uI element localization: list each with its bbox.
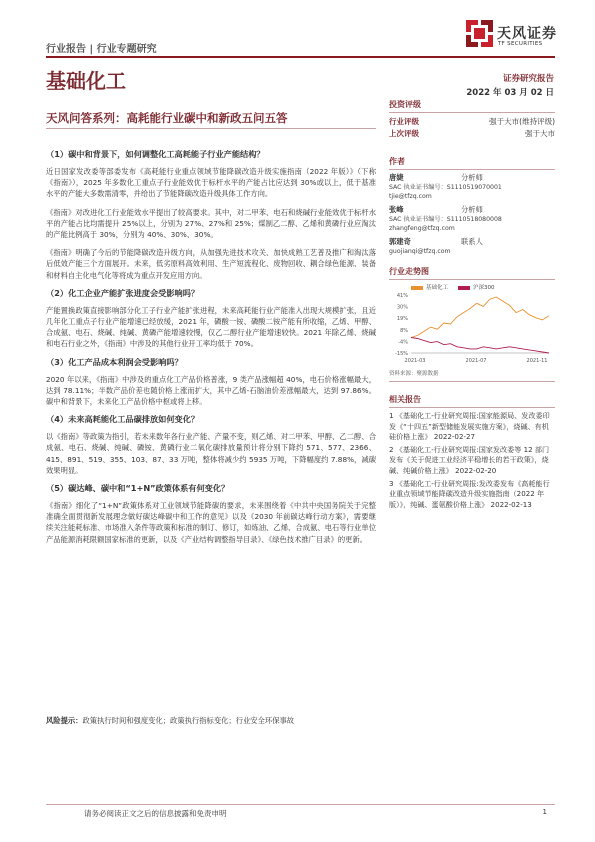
trend-chart (389, 291, 555, 367)
y-tick-label: 19% (396, 316, 408, 323)
report-title: 天风问答系列：高耗能行业碳中和新政五问五答 (46, 111, 288, 125)
risk-warning (46, 715, 376, 726)
y-tick-label: -4% (398, 339, 408, 346)
section-3 (46, 357, 376, 408)
x-tick-label: 2021-11 (526, 358, 548, 364)
legend-label: 沪深300 (473, 285, 495, 291)
paragraph: 《指南》明确了今后的节能降碳改造升级方向，从加强先进技术攻关、加快成熟工艺普及推广和淘汰落后低效产能三个方面展开。未来，低劣原料高效利用、生产短流程化、废物回收、耦合绿色能源、装备和材料自主化电气化等将成为重点开发应用方向。 (46, 248, 376, 280)
related-report-item[interactable]: 1 《基础化工-行业研究周报:国家能源局、发改委印发《“十四五”新型储能发展实施方案》，烧碱、有机硅价格上涨》 2022-02-27 (389, 411, 550, 442)
paragraph: 2020 年以来，《指南》中涉及的重点化工产品价格普涨，9 类产品涨幅超 40%，电石价格涨幅最大，达到 78.11%；半数产品价差也随价格上涨而扩大，其中乙烯-石脑油价差涨幅最大，达到 97.86%。碳中和背景下，未来化工产品价格中枢或将上移。 (46, 374, 376, 407)
footer-divider (46, 804, 555, 805)
paragraph: 产能置换政策直接影响部分化工子行业产能扩张进程，未来高耗能行业产能准入出现大规模扩张，且近几年化工重点子行业产能增速已经放缓，2021 年，磷酸一铵、磷酸二铵产能有所收缩，乙烯、甲醇、合成氨、电石、烧碱、纯碱、黄磷产能增速较慢，仅乙二醇行业产能增速较快。2021 年除乙烯、烧碱和电石行业之外，《指南》中涉及的其他行业开工率均低于 70%。 (46, 305, 376, 349)
author-name: 唐婕 (389, 173, 404, 182)
page-number: 1 (542, 808, 547, 816)
report-category: 行业报告 | 行业专题研究 (46, 44, 157, 55)
trend-block (389, 266, 555, 382)
author (389, 205, 555, 233)
main-content (46, 149, 376, 552)
author-role: 联系人 (461, 237, 483, 246)
section-heading: （2）化工企业产能扩张进度会受影响吗？ (46, 287, 200, 298)
sector-title: 基础化工 (46, 69, 126, 93)
author-role: 分析师 (461, 205, 483, 214)
author-name: 张峰 (389, 205, 404, 214)
y-tick-label: -15% (395, 351, 408, 357)
author (389, 237, 555, 256)
section-2 (46, 288, 376, 350)
y-tick-label: 41% (396, 293, 408, 299)
related-reports (389, 394, 555, 510)
header-divider (46, 56, 555, 58)
section-heading: （1）碳中和背景下，如何调整化工高耗能子行业产能结构？ (46, 149, 265, 159)
paragraph: 以《指南》等政策为指引，若未来数年各行业产能、产量不变，则乙烯、对二甲苯、甲醇、乙二醇、合成氨、电石、烧碱、纯碱、磷铵、黄磷行业二氧化碳排放量预计将分别下降约 571、577、2366、415、891、519、355、103、87、33 万吨，整体将减少约 5935 万吨，下降幅度约 7.88%，减碳效果明显。 (46, 432, 376, 475)
legend-swatch (411, 286, 423, 290)
series-line (411, 297, 549, 337)
author-cert: SAC 执业证书编号：S1110519070001 (389, 184, 502, 191)
rating-label: 行业评级 (389, 117, 419, 126)
footer-disclaimer[interactable]: 请务必阅读正文之后的信息披露和免责申明 (84, 809, 227, 818)
y-tick-label: 30% (396, 304, 408, 311)
risk-label: 风险提示： (46, 716, 83, 725)
related-report-item[interactable]: 3 《基础化工-行业研究周报:发改委发布《高耗能行业重点领域节能降碳改造升级实施指南（2022 年版）》，纯碱、蛋氨酸价格上涨》 2022-02-13 (389, 478, 550, 509)
trend-chart-svg (389, 291, 555, 367)
legend-item (411, 283, 448, 291)
author-name: 郭建奇 (389, 237, 411, 246)
chart-source: 资料来源：聚源数据 (389, 369, 555, 382)
sidebar (389, 99, 555, 512)
related-heading: 相关报告 (389, 394, 555, 408)
paragraph: 近日国家发改委等部委发布《高耗能行业重点领域节能降碳改造升级实施指南（2022 年版）》（下称《指南》），2025 年多数化工重点子行业能效优于标杆水平的产能占比应达到 30%或以上，低于基准水平的产能大多数需清零，并给出了节能降碳改造升级具体工作方向。 (46, 167, 376, 199)
author-email[interactable]: guojianqi@tfzq.com (389, 248, 451, 255)
section-heading: （4）未来高耗能化工品碳排放如何变化？ (46, 414, 200, 425)
brand-logo (466, 20, 556, 52)
legend-label: 基础化工 (426, 285, 449, 291)
title-divider (46, 128, 376, 129)
rating-value: 强于大市(维持评级) (489, 117, 555, 126)
x-tick-label: 2021-07 (465, 358, 487, 364)
paragraph: 《指南》对改进化工行业能效水平提出了较高要求。其中，对二甲苯、电石和烧碱行业能效优于标杆水平的产能占比均需提升 25%以上，分别为 27%、27%和 25%；煤制乙二醇、乙烯和黄磷行业应淘汰的产能比例高于 30%，分别为 40%、30%、30%。 (46, 207, 376, 240)
y-tick-label: 8% (400, 327, 408, 334)
section-4 (46, 414, 376, 476)
trend-heading: 行业走势图 (389, 266, 555, 280)
section-heading: （5）碳达峰、碳中和“1+N”政策体系有何变化？ (46, 483, 230, 494)
rating-heading: 投资评级 (389, 99, 555, 113)
report-type: 证券研究报告 (502, 74, 554, 84)
author-email[interactable]: tjie@tfzq.com (389, 193, 432, 200)
section-1 (46, 149, 376, 281)
authors-heading: 作者 (389, 156, 555, 170)
risk-text: 政策执行时间和强度变化；政策执行指标变化；行业安全环保事故 (82, 716, 295, 725)
legend-item (458, 283, 495, 291)
rating-row (389, 116, 555, 128)
x-tick-label: 2021-03 (404, 358, 426, 364)
section-heading: （3）化工产品成本利润会受影响吗？ (46, 356, 183, 367)
rating-label: 上次评级 (389, 129, 419, 138)
rating-value: 强于大市 (525, 129, 555, 138)
author-cert: SAC 执业证书编号：S1110518080008 (389, 216, 502, 223)
author (389, 173, 555, 201)
brand-name-en: TF SECURITIES (498, 41, 543, 47)
related-report-item[interactable]: 2 《基础化工-行业研究周报:国家发改委等 12 部门发布《关于促进工业经济平稳增长的若干政策》，烧碱、纯碱价格上涨》 2022-02-20 (389, 444, 550, 475)
chart-legend (411, 283, 555, 291)
brand-name-cn: 天风证券 (497, 26, 557, 42)
legend-swatch (458, 286, 470, 290)
series-line (411, 338, 549, 354)
brand-logo-icon (466, 20, 494, 48)
paragraph: 《指南》细化了“1+N”政策体系对工业领域节能降碳的要求，未来围绕着《中共中央国务院关于完整准确全面贯彻新发展理念做好碳达峰碳中和工作的意见》以及《2030 年前碳达峰行动方案》，需要继续关注能耗标准、市场准入条件等政策和标准的制订、修订，如炼油、乙烯、合成氨、电石等行业单位产品能源消耗限额国家标准的更新，以及《产业结构调整指导目录》、《绿色技术推广目录》的更新。 (46, 501, 376, 544)
rating-row (389, 128, 555, 140)
authors-block (389, 156, 555, 256)
author-role: 分析师 (461, 173, 483, 182)
author-email[interactable]: zhangfeng@tfzq.com (389, 225, 455, 232)
section-5 (46, 483, 376, 545)
report-date: 2022 年 03 月 02 日 (466, 88, 554, 98)
